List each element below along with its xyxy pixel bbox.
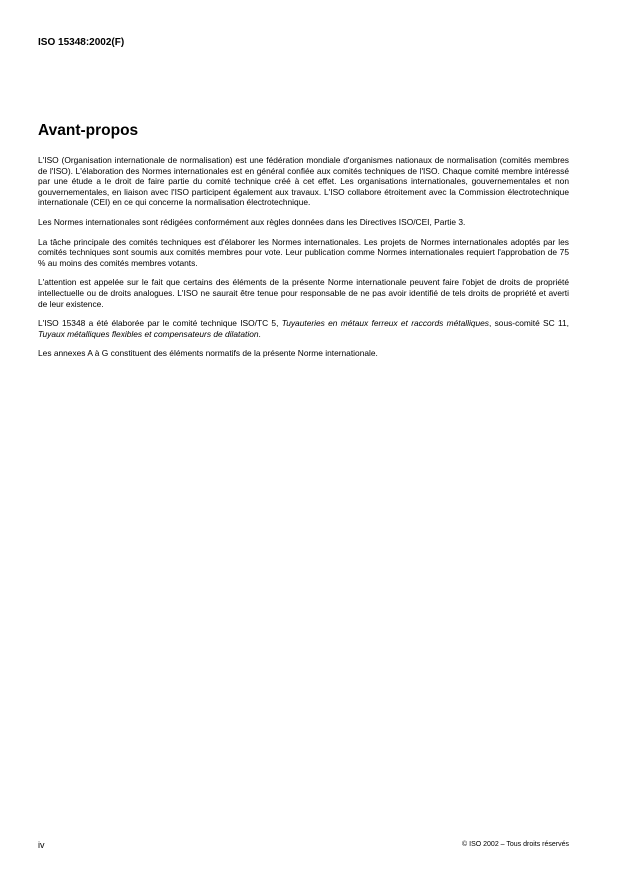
- document-header: ISO 15348:2002(F): [38, 37, 125, 48]
- subcommittee-title: Tuyaux métalliques flexibles et compensateurs de dilatation: [38, 328, 259, 339]
- paragraph-3: La tâche principale des comités techniques est d'élaborer les Normes internationales. Les projets de Normes internationales adoptés par les comités techniques sont soumis aux comités membres pour vote. Leur publication comme Normes internationales requiert l'approbation de 75 % au moins des comités membres votants.: [38, 236, 569, 268]
- paragraph-2: Les Normes internationales sont rédigées conformément aux règles données dans les Directives ISO/CEI, Partie 3.: [38, 216, 466, 227]
- paragraph-5-text-3: .: [258, 328, 261, 339]
- paragraph-5-text-1: L'ISO 15348 a été élaborée par le comité technique ISO/TC 5,: [38, 318, 282, 329]
- foreword-body: [38, 155, 569, 368]
- paragraph-1: L'ISO (Organisation internationale de normalisation) est une fédération mondiale d'organismes nationaux de normalisation (comités membres de l'ISO). L'élaboration des Normes internationales est en général confiée aux comités techniques de l'ISO. Chaque comité membre intéressé par une étude a le droit de faire partie du comité technique créé à cet effet. Les organisations internationales, gouvernementales et non gouvernementales, en liaison avec l'ISO participent également aux travaux. L'ISO collabore étroitement avec la Commission électrotechnique internationale (CEI) en ce qui concerne la normalisation électrotechnique.: [38, 155, 569, 208]
- paragraph-6: Les annexes A à G constituent des éléments normatifs de la présente Norme internationale.: [38, 348, 378, 359]
- section-title: Avant-propos: [38, 122, 139, 139]
- paragraph-5-text-2: , sous-comité SC 11,: [488, 318, 570, 329]
- committee-title: Tuyauteries en métaux ferreux et raccords métalliques: [281, 318, 489, 329]
- paragraph-4: L'attention est appelée sur le fait que certains des éléments de la présente Norme internationale peuvent faire l'objet de droits de propriété intellectuelle ou de droits analogues. L'ISO ne saurait être tenue pour responsable de ne pas avoir identifié de tels droits de propriété et averti de leur existence.: [38, 277, 569, 309]
- page-number: iv: [38, 840, 45, 850]
- copyright-notice: © ISO 2002 – Tous droits réservés: [462, 841, 569, 848]
- paragraph-5: [38, 318, 569, 339]
